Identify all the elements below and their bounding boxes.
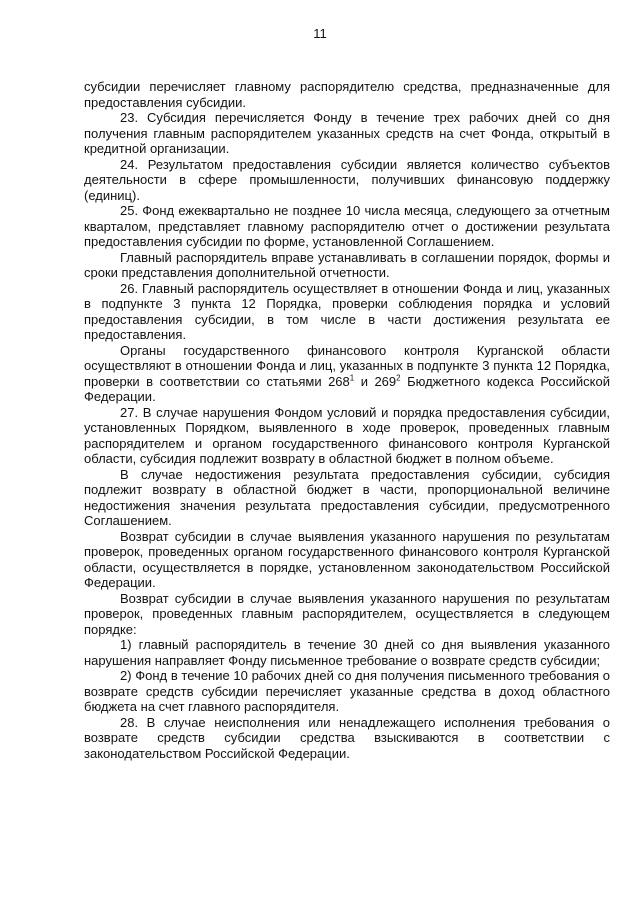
paragraph-27-state-control-return: Возврат субсидии в случае выявления указанного нарушения по результатам проверок, проведенных органом государственного финансового контроля Курганской области, осуществляется в порядке, установленном законодательством Российской Федерации. [84,528,610,590]
paragraph-25: 25. Фонд ежеквартально не позднее 10 числа месяца, следующего за отчетным кварталом, представляет главному распорядителю отчет о достижении результата предоставления субсидии по форме, установленной Соглашением. [84,203,610,249]
paragraph-27-step-1: 1) главный распорядитель в течение 30 дней со дня выявления указанного нарушения направляет Фонду письменное требование о возврате средств субсидии; [84,637,610,668]
paragraph-23: 23. Субсидия перечисляется Фонду в течение трех рабочих дней со дня получения главным распорядителем указанных средств на счет Фонда, открытый в кредитной организации. [84,110,610,156]
paragraph-26-text-middle: и 269 [354,373,397,389]
paragraph-continuation: субсидии перечисляет главному распорядителю средства, предназначенные для предоставления субсидии. [84,79,610,110]
paragraph-26-state-control [84,343,610,405]
paragraph-26-text-after: Бюджетного кодекса Российской Федерации. [84,373,611,404]
paragraph-27-step-2: 2) Фонд в течение 10 рабочих дней со дня получения письменного требования о возврате средств субсидии перечисляет указанные средства в доход областного бюджета на счет главного распорядителя. [84,668,610,714]
paragraph-25-additional-reporting: Главный распорядитель вправе устанавливать в соглашении порядок, формы и сроки представления дополнительной отчетности. [84,249,610,280]
page-number: 11 [313,26,327,41]
article-269-superscript: 2 [396,373,401,383]
paragraph-26: 26. Главный распорядитель осуществляет в отношении Фонда и лиц, указанных в подпункте 3 пункта 12 Порядка, проверки соблюдения порядка и условий предоставления субсидии, в том числе в части достижения результата ее предоставления. [84,280,610,342]
paragraph-26-text-before: Органы государственного финансового контроля Курганской области осуществляют в отношении Фонда и лиц, указанных в подпункте 3 пункта 12 Порядка, проверки в соответствии со статьями 268 [84,342,610,389]
paragraph-27-distributor-return: Возврат субсидии в случае выявления указанного нарушения по результатам проверок, проведенных главным распорядителем, осуществляется в следующем порядке: [84,590,610,637]
article-268-superscript: 1 [349,373,355,383]
paragraph-27: 27. В случае нарушения Фондом условий и порядка предоставления субсидии, установленных Порядком, выявленного в ходе проверок, проведенных главным распорядителем и органом государственного финансового контроля Курганской области, субсидия подлежит возврату в областной бюджет в полном объеме. [84,404,610,466]
paragraph-27-nonachievement: В случае недостижения результата предоставления субсидии, субсидия подлежит возврату в областной бюджет в части, пропорциональной величине недостижения значения результата предоставления субсидии, предусмотренного Соглашением. [84,466,610,528]
paragraph-28: 28. В случае неисполнения или ненадлежащего исполнения требования о возврате средств субсидии средства взыскиваются в соответствии с законодательством Российской Федерации. [84,714,610,761]
paragraph-24: 24. Результатом предоставления субсидии является количество субъектов деятельности в сфере промышленности, получивших финансовую поддержку (единиц). [84,156,610,203]
document-body [84,79,610,761]
